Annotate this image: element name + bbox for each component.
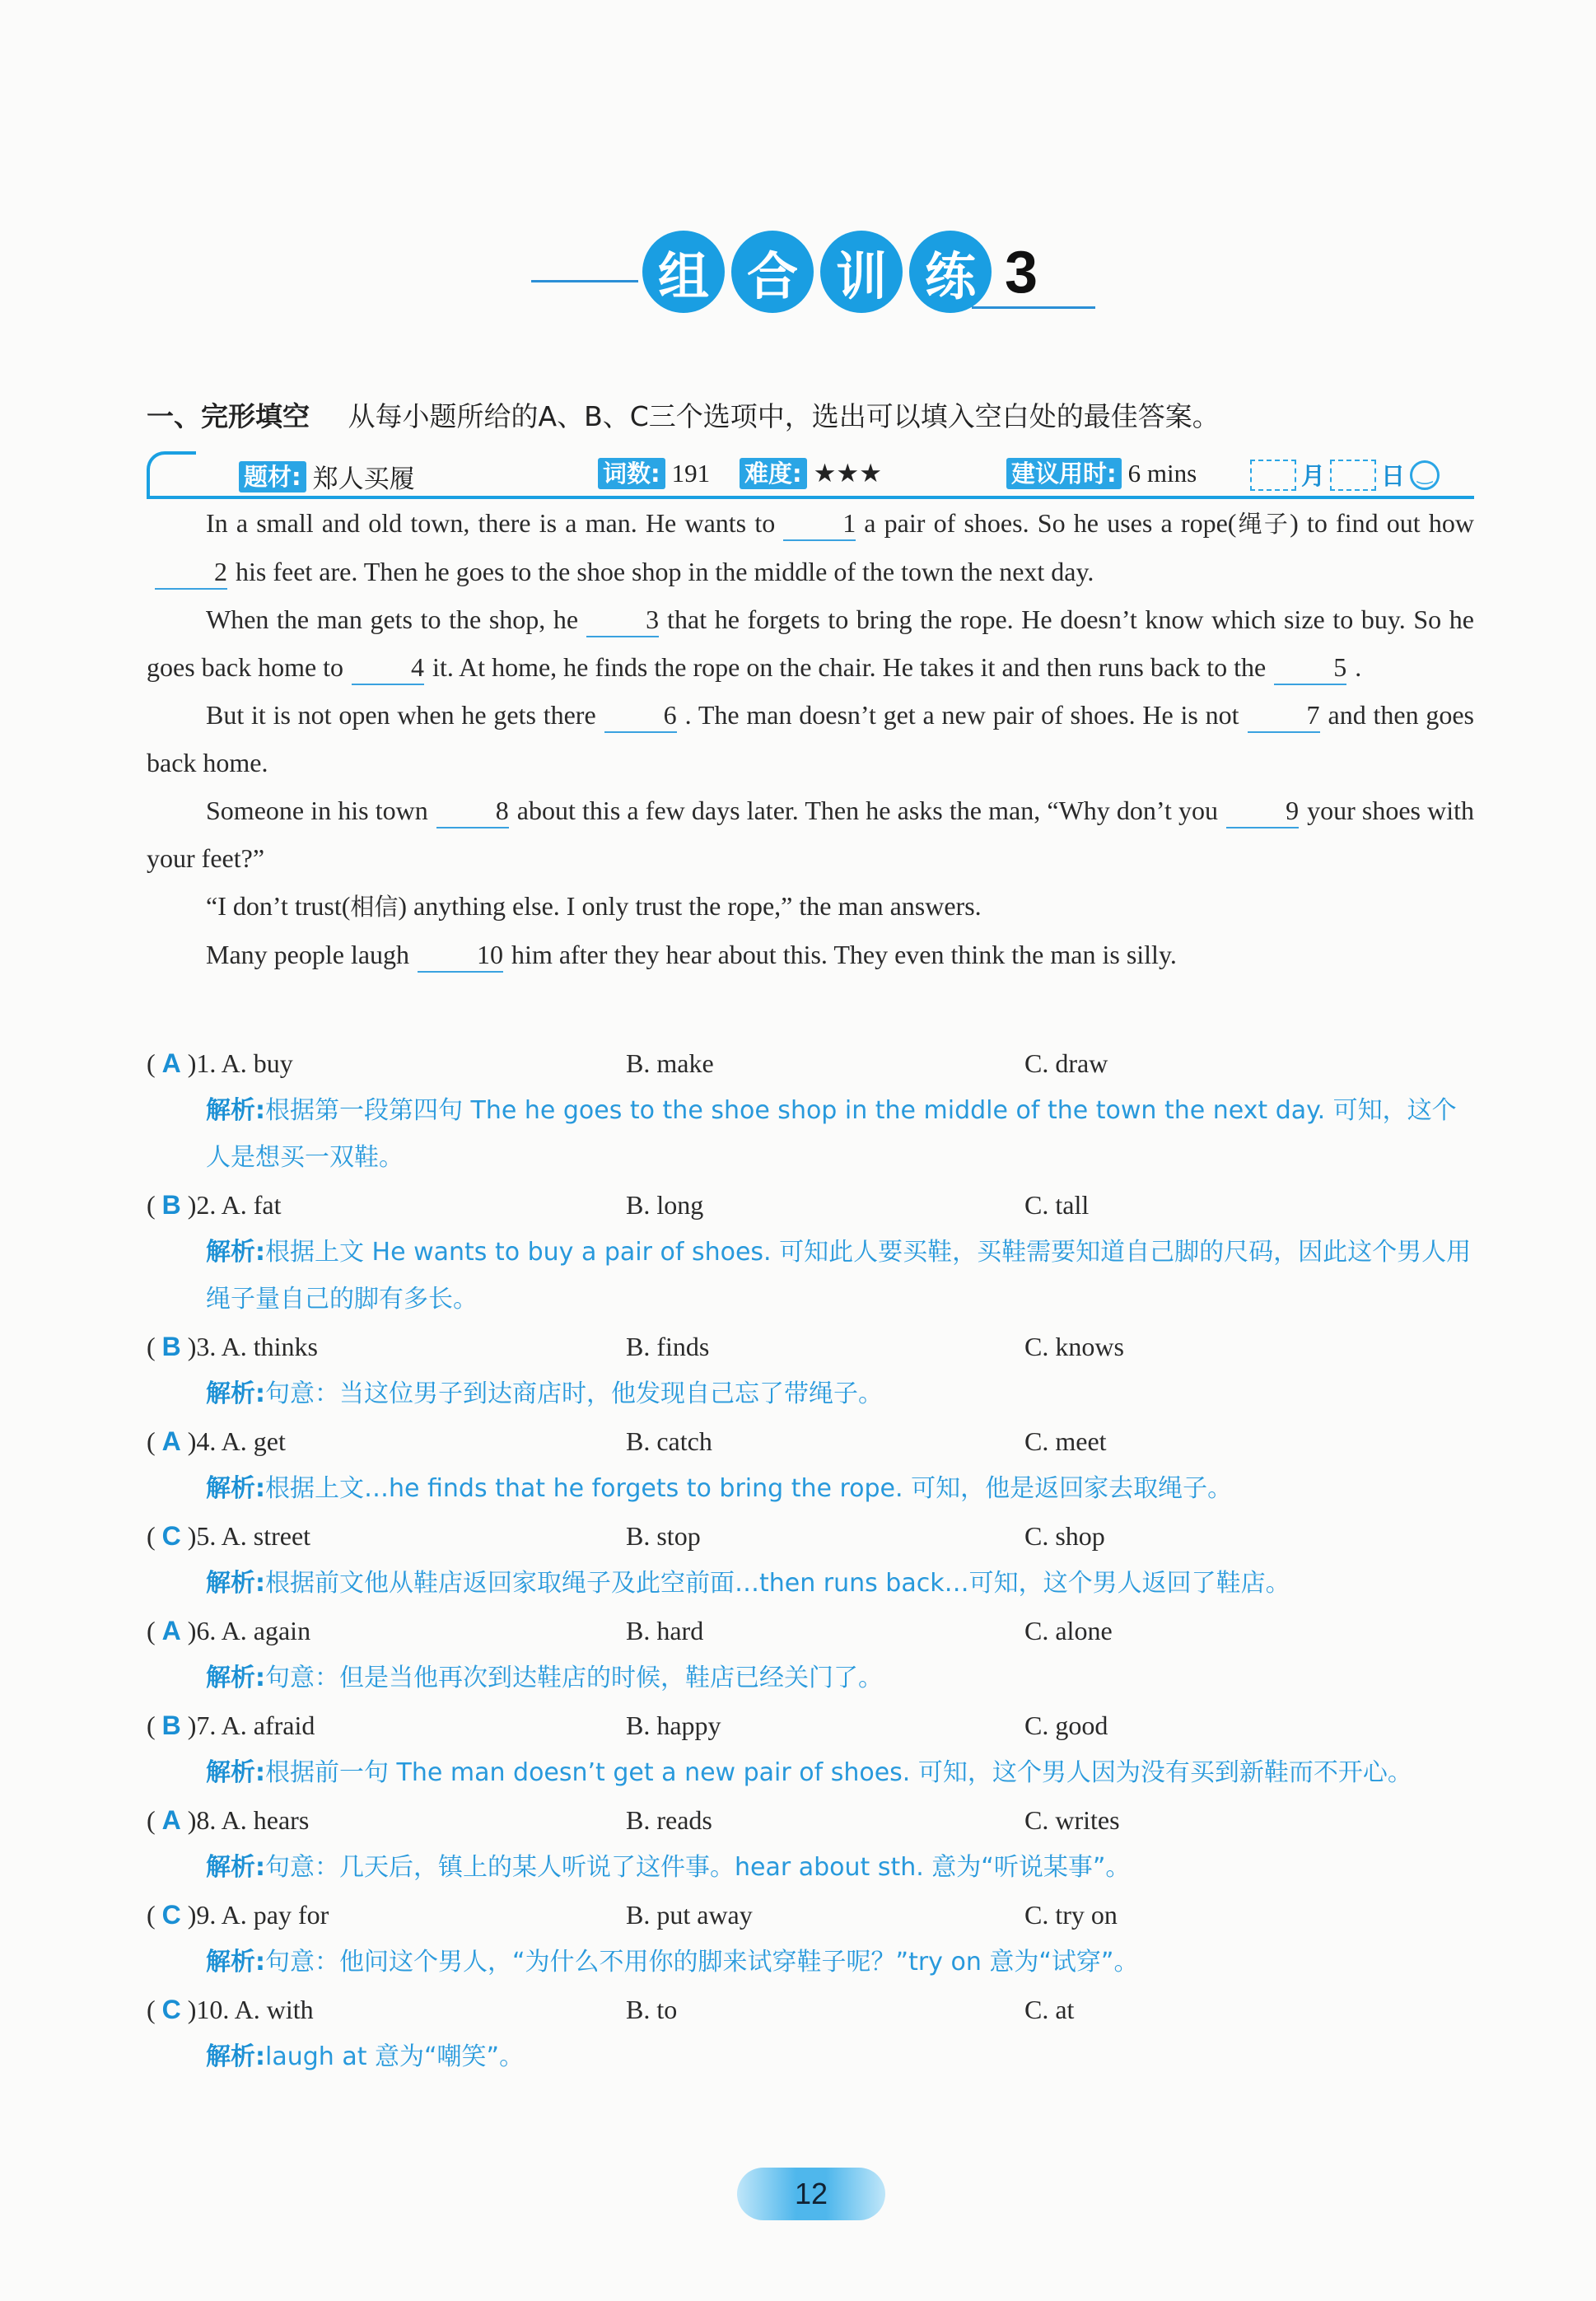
answer-letter: A xyxy=(161,1616,181,1645)
explanation-text: 根据上文…he finds that he forgets to bring the rope. 可知，他是返回家去取绳子。 xyxy=(265,1474,1233,1503)
time-info xyxy=(1006,458,1197,489)
month-box[interactable] xyxy=(1250,460,1296,491)
day-label: 日 xyxy=(1381,462,1406,490)
option-a: 4. A. get xyxy=(196,1426,286,1456)
option-c: C. tall xyxy=(1024,1190,1090,1220)
explanation-label: 解析: xyxy=(206,1664,265,1692)
page-number-text: 12 xyxy=(794,2177,828,2210)
title-char: 训 xyxy=(820,231,903,313)
question-row xyxy=(147,1986,1474,2033)
option-c: C. good xyxy=(1024,1711,1108,1740)
blank-10: 10 xyxy=(418,938,503,973)
title-char: 合 xyxy=(731,231,814,313)
option-a: 6. A. again xyxy=(196,1616,311,1645)
option-b: B. hard xyxy=(626,1616,704,1645)
question-number: ( B )2. A. fat xyxy=(147,1190,282,1220)
explanation-label: 解析: xyxy=(206,1853,265,1882)
answer-letter: A xyxy=(161,1048,181,1078)
difficulty-tag: 难度: xyxy=(740,458,807,489)
explanation-label: 解析: xyxy=(206,1474,265,1503)
passage-text: ) to find out how xyxy=(1290,508,1475,538)
passage-text: about this a few days later. Then he asks the man, “Why don’t you xyxy=(516,796,1219,825)
explanation-label: 解析: xyxy=(206,1948,265,1977)
passage-paragraph xyxy=(147,691,1474,786)
explanation-text: 根据上文 He wants to buy a pair of shoes. 可知此人要买鞋，买鞋需要知道自己脚的尺码，因此这个男人用绳子量自己的脚有多长。 xyxy=(206,1238,1472,1314)
option-b: B. reads xyxy=(626,1805,712,1835)
passage-text: and then goes back home. xyxy=(147,700,1474,777)
time-value: 6 mins xyxy=(1127,459,1197,488)
explanation-text: 根据前一句 The man doesn’t get a new pair of shoes. 可知，这个男人因为没有买到新鞋而不开心。 xyxy=(265,1758,1412,1787)
passage-text: 绳子 xyxy=(1236,510,1290,538)
title-number: 3 xyxy=(1005,240,1038,306)
explanation-text: 根据前文他从鞋店返回家取绳子及此空前面…then runs back…可知，这个男人返回了鞋店。 xyxy=(265,1569,1290,1598)
explanation-text: 句意：当这位男子到达商店时，他发现自己忘了带绳子。 xyxy=(265,1379,883,1408)
option-a: 8. A. hears xyxy=(196,1805,310,1835)
passage-text: . The man doesn’t get a new pair of shoes. He is not xyxy=(684,700,1239,730)
question-row xyxy=(147,1417,1474,1465)
question-list xyxy=(147,1039,1474,2080)
answer-letter: A xyxy=(161,1426,181,1456)
explanation-label: 解析: xyxy=(206,1758,265,1787)
title-chars xyxy=(642,231,992,313)
passage-text: his feet are. Then he goes to the shoe shop in the middle of the town the next day. xyxy=(236,557,1094,586)
question-row xyxy=(147,1512,1474,1560)
explanation-label: 解析: xyxy=(206,1096,265,1125)
question-row xyxy=(147,1323,1474,1370)
option-c: C. at xyxy=(1024,1995,1075,2024)
topic-info xyxy=(239,458,415,495)
title-divider-left xyxy=(531,280,638,282)
question-row xyxy=(147,1181,1474,1229)
section-heading xyxy=(147,395,1220,434)
option-b: B. put away xyxy=(626,1900,753,1930)
smiley-icon: ‿ xyxy=(1410,460,1440,490)
blank-2: 2 xyxy=(155,555,227,590)
explanation-text: laugh at 意为“嘲笑”。 xyxy=(265,2042,525,2071)
option-a: 7. A. afraid xyxy=(196,1711,315,1740)
question-number: ( A )8. A. hears xyxy=(147,1805,310,1835)
option-b: B. catch xyxy=(626,1426,712,1456)
title-char: 组 xyxy=(642,231,725,313)
explanation xyxy=(147,1844,1474,1891)
blank-1: 1 xyxy=(783,506,856,541)
option-a: 2. A. fat xyxy=(196,1190,282,1220)
option-b: B. stop xyxy=(626,1521,701,1551)
blank-7: 7 xyxy=(1248,698,1320,733)
question-number: ( B )7. A. afraid xyxy=(147,1711,315,1740)
question-number: ( C )10. A. with xyxy=(147,1995,314,2024)
option-b: B. make xyxy=(626,1048,714,1078)
passage-text: a pair of shoes. So he uses a rope( xyxy=(864,508,1237,538)
option-c: C. shop xyxy=(1024,1521,1105,1551)
passage-text: that he forgets to bring the rope. He doesn’t know which size to buy. So he goes back home to xyxy=(147,604,1475,682)
explanation xyxy=(147,1087,1474,1181)
words-value: 191 xyxy=(671,459,711,488)
answer-letter: B xyxy=(161,1711,181,1740)
blank-5: 5 xyxy=(1274,651,1346,685)
option-a: 1. A. buy xyxy=(196,1048,293,1078)
option-a: 10. A. with xyxy=(196,1995,314,2024)
words-tag: 词数: xyxy=(598,458,665,489)
explanation xyxy=(147,1229,1474,1323)
date-info xyxy=(1250,458,1440,492)
passage-text: your shoes with your feet?” xyxy=(147,796,1475,873)
blank-4: 4 xyxy=(352,651,424,685)
option-c: C. knows xyxy=(1024,1332,1124,1361)
blank-6: 6 xyxy=(604,698,677,733)
question-number: ( A )6. A. again xyxy=(147,1616,311,1645)
question-row xyxy=(147,1607,1474,1655)
topic-value: 郑人买履 xyxy=(312,464,415,494)
difficulty-info xyxy=(740,458,882,489)
title-divider-right xyxy=(972,306,1095,309)
explanation-label: 解析: xyxy=(206,1569,265,1598)
passage-paragraph xyxy=(147,931,1474,978)
answer-letter: A xyxy=(161,1805,181,1835)
passage-paragraph xyxy=(147,786,1474,882)
explanation-label: 解析: xyxy=(206,1379,265,1408)
section-label: 一、完形填空 xyxy=(147,400,310,432)
words-info xyxy=(598,458,710,489)
passage-text: Someone in his town xyxy=(206,796,428,825)
passage-paragraph xyxy=(147,882,1474,931)
topic-tag: 题材: xyxy=(239,461,306,492)
passage-text: 相信 xyxy=(350,893,399,921)
difficulty-stars: ★★★ xyxy=(813,459,882,488)
explanation xyxy=(147,2033,1474,2080)
answer-letter: C xyxy=(161,1900,181,1930)
option-b: B. long xyxy=(626,1190,704,1220)
explanation xyxy=(147,1749,1474,1796)
passage-paragraph xyxy=(147,499,1474,595)
answer-letter: C xyxy=(161,1521,181,1551)
explanation xyxy=(147,1465,1474,1512)
question-row xyxy=(147,1039,1474,1087)
answer-letter: B xyxy=(161,1332,181,1361)
passage-text: When the man gets to the shop, he xyxy=(206,604,579,634)
title-char: 练 xyxy=(909,231,992,313)
explanation-label: 解析: xyxy=(206,1238,265,1267)
explanation-label: 解析: xyxy=(206,2042,265,2071)
passage-text: it. At home, he finds the rope on the chair. He takes it and then runs back to the xyxy=(432,652,1267,682)
page-title xyxy=(0,231,1596,321)
day-box[interactable] xyxy=(1330,460,1376,491)
question-number: ( C )9. A. pay for xyxy=(147,1900,329,1930)
option-c: C. try on xyxy=(1024,1900,1118,1930)
option-b: B. finds xyxy=(626,1332,710,1361)
answer-letter: C xyxy=(161,1995,181,2024)
passage xyxy=(147,499,1474,978)
info-bracket xyxy=(147,451,196,499)
explanation-text: 句意：但是当他再次到达鞋店的时候，鞋店已经关门了。 xyxy=(265,1664,883,1692)
option-c: C. alone xyxy=(1024,1616,1113,1645)
passage-text: “I don’t trust( xyxy=(206,891,351,921)
blank-9: 9 xyxy=(1226,794,1299,828)
question-number: ( A )4. A. get xyxy=(147,1426,286,1456)
info-bar xyxy=(147,451,1474,499)
explanation xyxy=(147,1560,1474,1607)
question-number: ( B )3. A. thinks xyxy=(147,1332,318,1361)
explanation-text: 句意：几天后，镇上的某人听说了这件事。hear about sth. 意为“听说某事”。 xyxy=(265,1853,1131,1882)
passage-text: In a small and old town, there is a man. He wants to xyxy=(206,508,776,538)
section-instruction: 从每小题所给的A、B、C三个选项中，选出可以填入空白处的最佳答案。 xyxy=(348,400,1220,432)
explanation-text: 根据第一段第四句 The he goes to the shoe shop in the middle of the town the next day. 可知，这个人是想买一双鞋。 xyxy=(206,1096,1457,1172)
option-b: B. happy xyxy=(626,1711,721,1740)
option-c: C. meet xyxy=(1024,1426,1107,1456)
question-row xyxy=(147,1891,1474,1939)
explanation xyxy=(147,1655,1474,1701)
question-number: ( A )1. A. buy xyxy=(147,1048,293,1078)
question-row xyxy=(147,1796,1474,1844)
option-a: 5. A. street xyxy=(196,1521,311,1551)
page-number xyxy=(737,2168,885,2220)
option-a: 3. A. thinks xyxy=(196,1332,318,1361)
blank-8: 8 xyxy=(436,794,509,828)
option-b: B. to xyxy=(626,1995,678,2024)
passage-paragraph xyxy=(147,595,1474,691)
option-c: C. writes xyxy=(1024,1805,1120,1835)
passage-text: . xyxy=(1355,652,1362,682)
passage-text: ) anything else. I only trust the rope,” the man answers. xyxy=(398,891,982,921)
explanation xyxy=(147,1370,1474,1417)
passage-text: Many people laugh xyxy=(206,940,410,969)
explanation xyxy=(147,1939,1474,1986)
question-number: ( C )5. A. street xyxy=(147,1521,311,1551)
blank-3: 3 xyxy=(586,603,659,637)
explanation-text: 句意：他问这个男人，“为什么不用你的脚来试穿鞋子呢？”try on 意为“试穿”。 xyxy=(265,1948,1139,1977)
question-row xyxy=(147,1701,1474,1749)
passage-text: him after they hear about this. They even think the man is silly. xyxy=(511,940,1177,969)
option-a: 9. A. pay for xyxy=(196,1900,329,1930)
month-label: 月 xyxy=(1301,462,1326,490)
answer-letter: B xyxy=(161,1190,181,1220)
time-tag: 建议用时: xyxy=(1006,458,1122,489)
passage-text: But it is not open when he gets there xyxy=(206,700,596,730)
option-c: C. draw xyxy=(1024,1048,1108,1078)
